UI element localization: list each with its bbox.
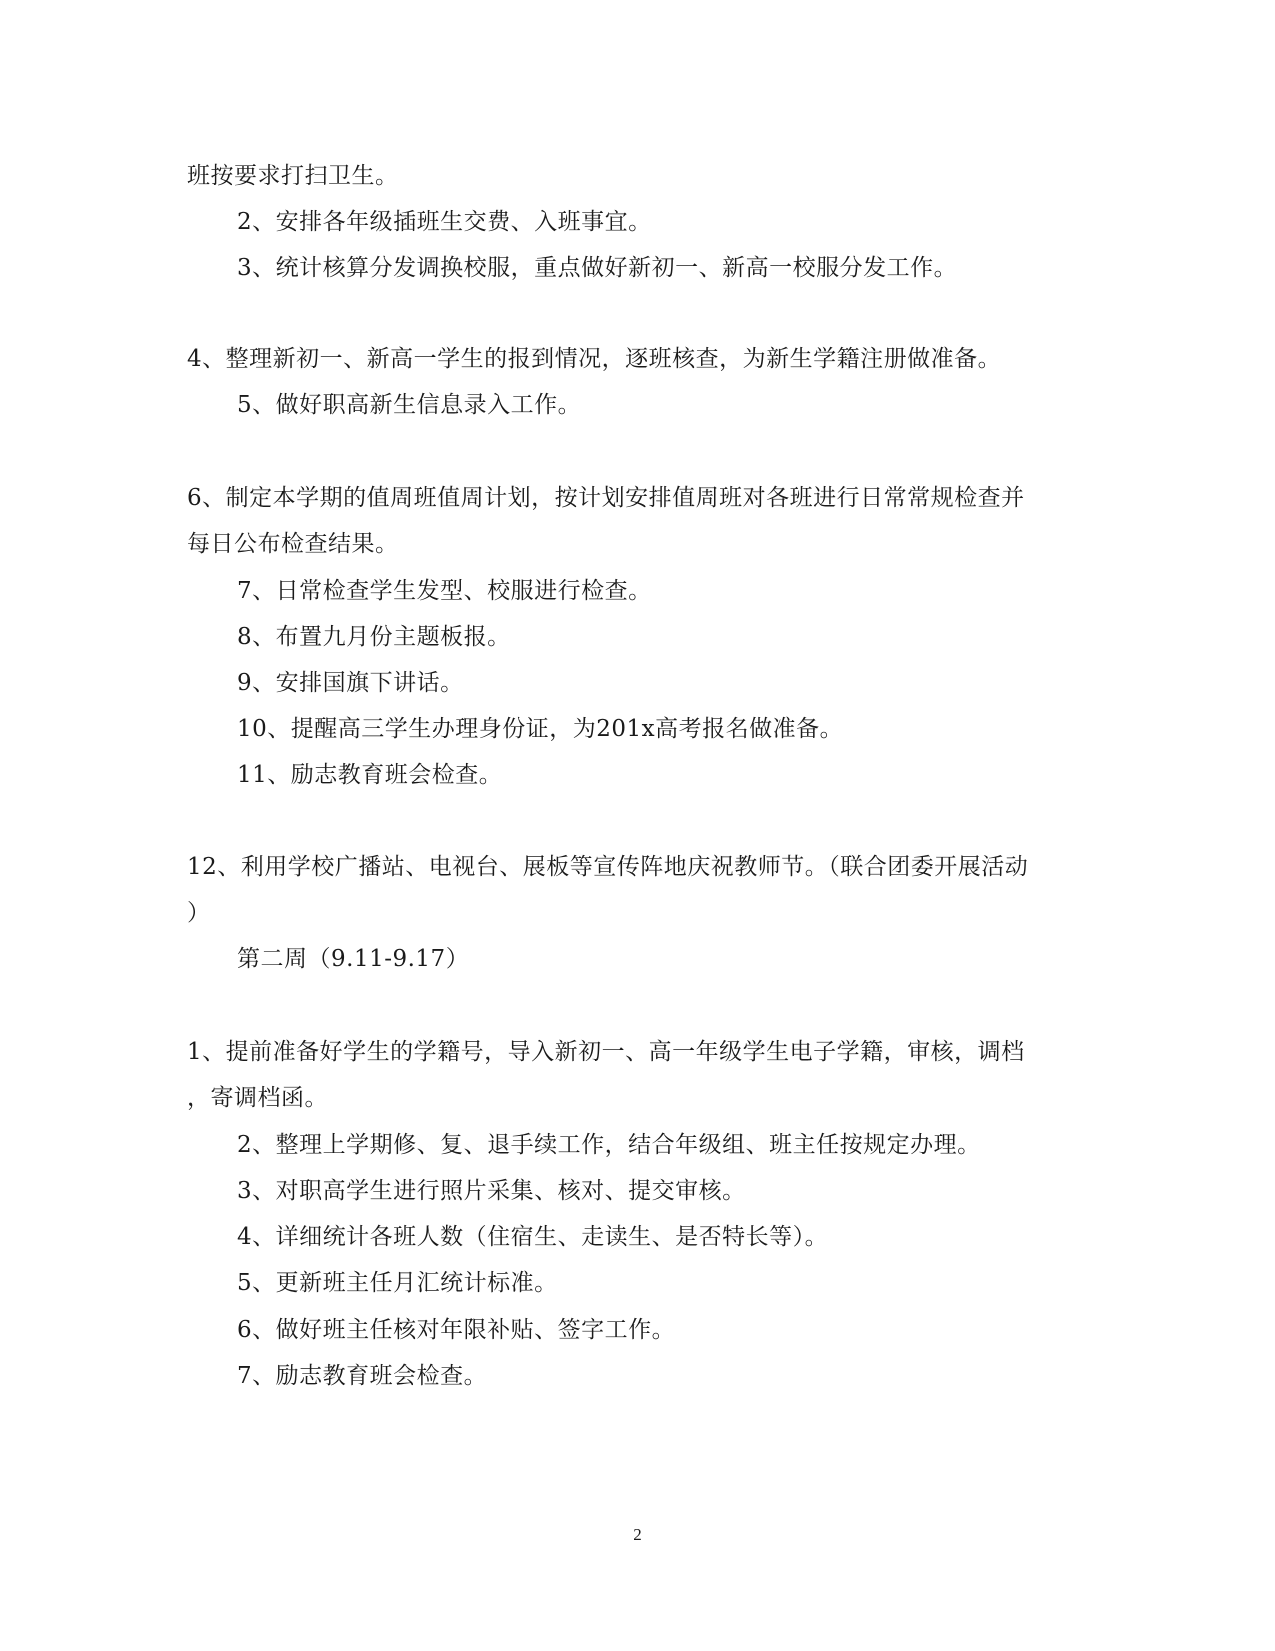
- list-item: 5、做好职高新生信息录入工作。: [237, 392, 582, 418]
- list-item: 5、更新班主任月汇统计标准。: [237, 1270, 558, 1296]
- list-item: 10、提醒高三学生办理身份证，为201x高考报名做准备。: [237, 716, 844, 742]
- list-item: 4、详细统计各班人数（住宿生、走读生、是否特长等）。: [237, 1224, 829, 1250]
- list-item: 11、励志教育班会检查。: [237, 762, 503, 788]
- list-item: 3、统计核算分发调换校服，重点做好新初一、新高一校服分发工作。: [237, 255, 958, 281]
- list-item: 6、制定本学期的值周班值周计划，按计划安排值周班对各班进行日常常规检查并: [187, 485, 1025, 511]
- list-item: 8、布置九月份主题板报。: [237, 624, 511, 650]
- text-line: ）: [187, 900, 211, 926]
- list-item: 9、安排国旗下讲话。: [237, 670, 464, 696]
- list-item: 7、励志教育班会检查。: [237, 1363, 488, 1389]
- list-item: 2、整理上学期修、复、退手续工作，结合年级组、班主任按规定办理。: [237, 1132, 981, 1158]
- list-item: 12、利用学校广播站、电视台、展板等宣传阵地庆祝教师节。（联合团委开展活动: [187, 854, 1029, 880]
- list-item: 1、提前准备好学生的学籍号，导入新初一、高一年级学生电子学籍，审核，调档: [187, 1039, 1025, 1065]
- list-item: 4、整理新初一、新高一学生的报到情况，逐班核查，为新生学籍注册做准备。: [187, 346, 1002, 372]
- text-line: ，寄调档函。: [187, 1085, 328, 1111]
- list-item: 6、做好班主任核对年限补贴、签字工作。: [237, 1317, 676, 1343]
- text-line: 班按要求打扫卫生。: [187, 163, 399, 189]
- list-item: 2、安排各年级插班生交费、入班事宜。: [237, 209, 652, 235]
- list-item: 7、日常检查学生发型、校服进行检查。: [237, 578, 652, 604]
- page-number: 2: [633, 1525, 642, 1544]
- list-item: 3、对职高学生进行照片采集、核对、提交审核。: [237, 1178, 746, 1204]
- section-heading: 第二周（9.11-9.17）: [237, 946, 470, 972]
- text-line: 每日公布检查结果。: [187, 531, 399, 557]
